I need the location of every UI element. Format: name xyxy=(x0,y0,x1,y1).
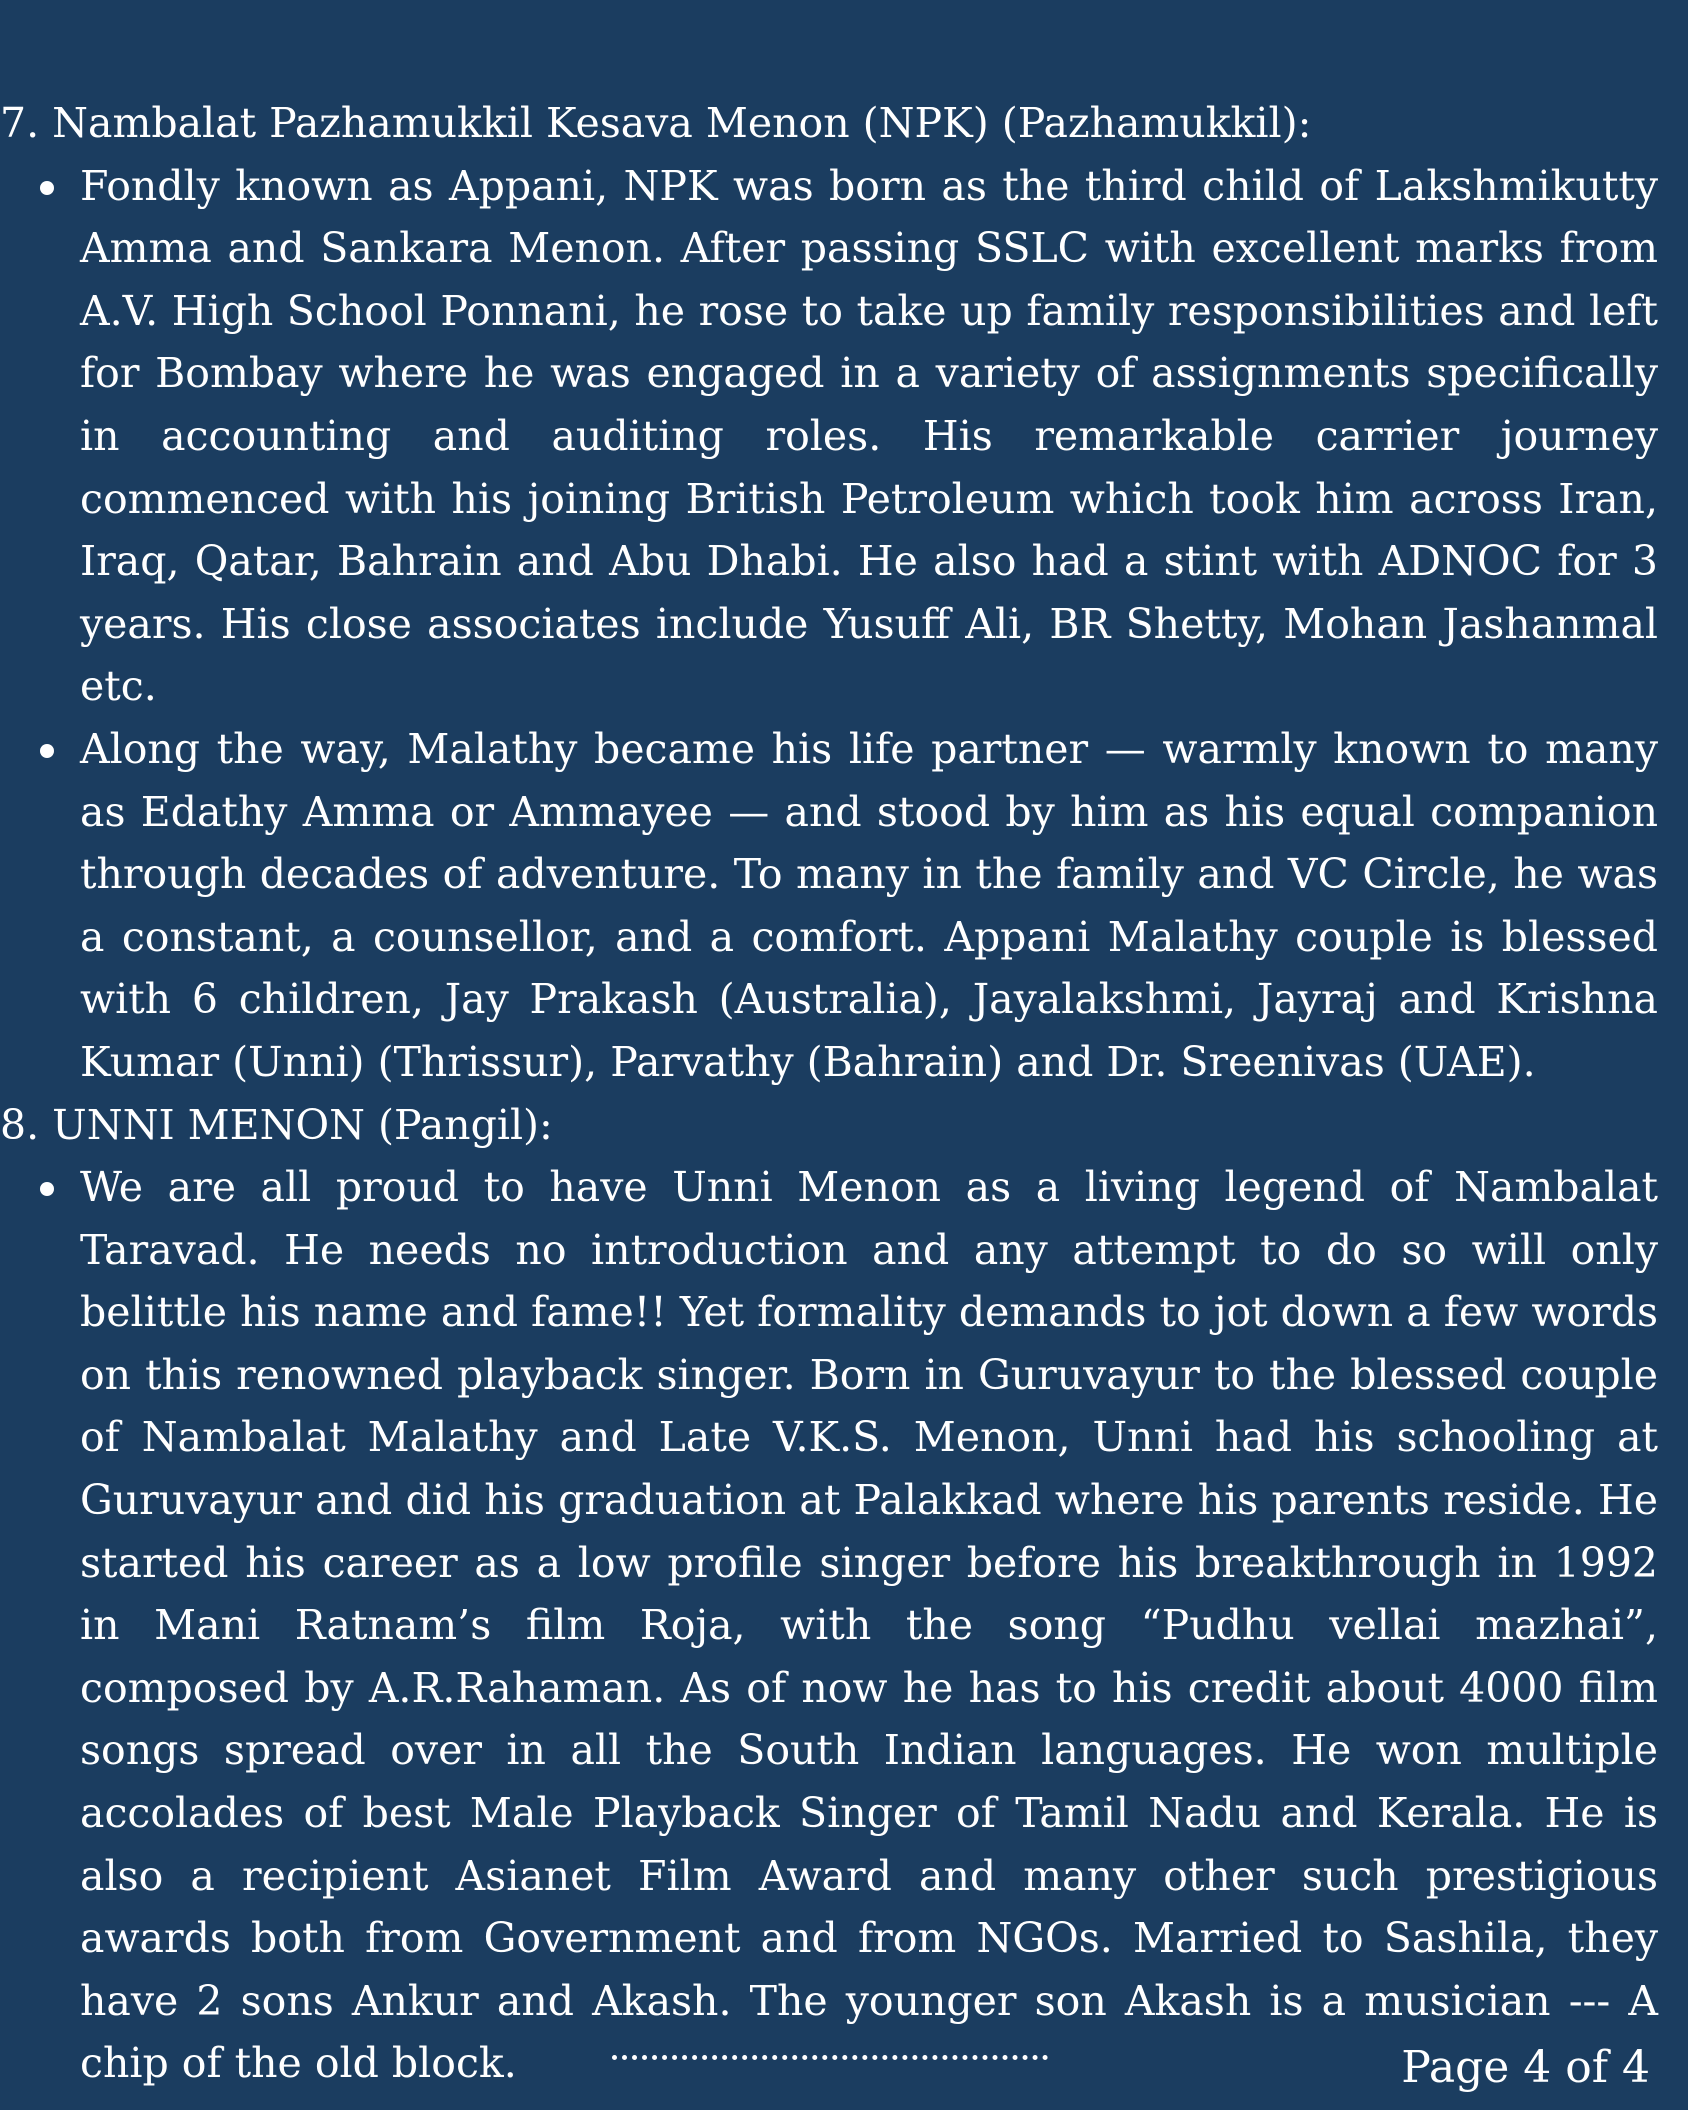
bullet-icon xyxy=(40,181,54,195)
section-list-unni-menon xyxy=(0,1156,1658,2095)
section-heading-unni-menon: 8. UNNI MENON (Pangil): xyxy=(0,1100,553,1149)
footer-divider xyxy=(612,2046,1048,2060)
list-item-text: Fondly known as Appani, NPK was born as the third child of Lakshmikutty Amma and Sankara Menon. After passing SSLC with excellent marks from A.V. High School Ponnani, he rose to take up family responsibilities and left for Bombay where he was engaged in a variety of assignments specifically in accounting and auditing roles. His remarkable carrier journey commenced with his joining British Petroleum which took him across Iran, Iraq, Qatar, Bahrain and Abu Dhabi. He also had a stint with ADNOC for 3 years. His close associates include Yusuff Ali, BR Shetty, Mohan Jashanmal etc. xyxy=(80,161,1658,711)
page-number: Page 4 of 4 xyxy=(1401,2042,1650,2093)
list-item-text: Along the way, Malathy became his life partner — warmly known to many as Edathy Amma or Ammayee — and stood by him as his equal companion through decades of adventure. To many in the family and VC Circle, he was a constant, a counsellor, and a comfort. Appani Malathy couple is blessed with 6 children, Jay Prakash (Australia), Jayalakshmi, Jayraj and Krishna Kumar (Unni) (Thrissur), Parvathy (Bahrain) and Dr. Sreenivas (UAE). xyxy=(80,724,1658,1086)
list-item xyxy=(0,155,1658,718)
bullet-icon xyxy=(40,744,54,758)
document-body xyxy=(0,92,1658,2095)
bullet-icon xyxy=(40,1182,54,1196)
list-item-text: We are all proud to have Unni Menon as a living legend of Nambalat Taravad. He needs no introduction and any attempt to do so will only belittle his name and fame!! Yet formality demands to jot down a few words on this renowned playback singer. Born in Guruvayur to the blessed couple of Nambalat Malathy and Late V.K.S. Menon, Unni had his schooling at Guruvayur and did his graduation at Palakkad where his parents reside. He started his career as a low profile singer before his breakthrough in 1992 in Mani Ratnam’s film Roja, with the song “Pudhu vellai mazhai”, composed by A.R.Rahaman. As of now he has to his credit about 4000 film songs spread over in all the South Indian languages. He won multiple accolades of best Male Playback Singer of Tamil Nadu and Kerala. He is also a recipient Asianet Film Award and many other such prestigious awards both from Government and from NGOs. Married to Sashila, they have 2 sons Ankur and Akash. The younger son Akash is a musician --- A chip of the old block. xyxy=(80,1163,1658,2088)
section-list-npk xyxy=(0,155,1658,1094)
section-heading-npk: 7. Nambalat Pazhamukkil Kesava Menon (NPK) (Pazhamukkil): xyxy=(0,99,1312,147)
list-item xyxy=(0,1156,1658,2095)
list-item xyxy=(0,718,1658,1094)
